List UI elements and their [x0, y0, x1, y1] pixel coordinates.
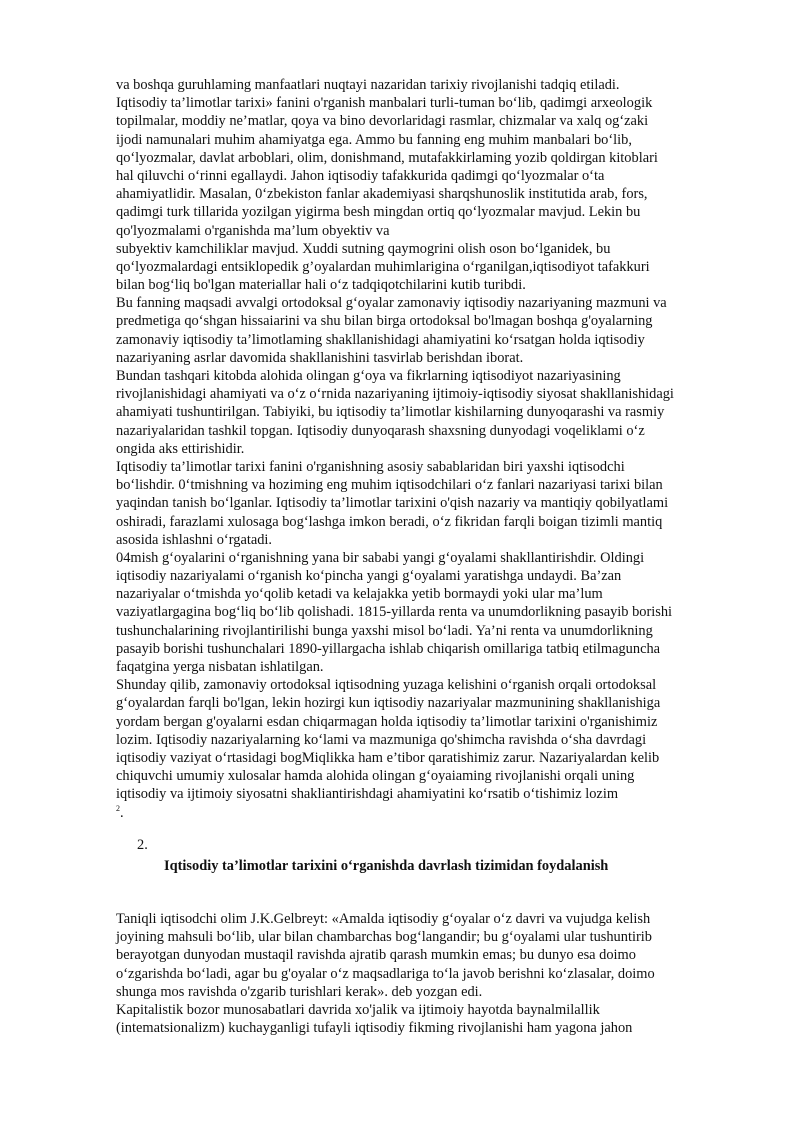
- footnote-marker[interactable]: 2: [116, 803, 120, 813]
- text-line: predmetiga qo‘shgan hissaiarini va shu bilan birga ortodoksal bo'lmagan boshqa g'oyalarning: [116, 313, 653, 330]
- text-line: Taniqli iqtisodchi olim J.K.Gelbreyt: «Amalda iqtisodiy g‘oyalar o‘z davri va vujudga kelish: [116, 911, 651, 927]
- text-line: bilan bog‘liq bo'lgan materiallar hali o‘z tadqiqotchilarini kutib turibdi.: [116, 277, 526, 294]
- text-line: Iqtisodiy ta’limotlar tarixi fanini o'rganishning asosiy sabablaridan biri yaxshi iqtisodchi: [116, 458, 625, 475]
- section-heading: Iqtisodiy ta’limotlar tarixini o‘rganishda davrlash tizimidan foydalanish: [164, 858, 609, 874]
- text-line: rivojlanishidagi ahamiyati va o‘z o‘rnida nazariyaning ijtimoiy-iqtisodiy siyosat shakllanishidagi: [116, 386, 674, 403]
- text-line: chiquvchi umumiy xulosalar hamda alohida olingan g‘oyaiaming rivojlanishi orqali uning: [116, 768, 635, 785]
- section-number: 2.: [137, 837, 148, 853]
- text-line: ahamiyatlidir. Masalan, 0‘zbekiston fanlar akademiyasi sharqshunoslik institutida arab, fors,: [116, 186, 648, 203]
- text-line: lozim. Iqtisodiy nazariyalarning ko‘lami va mazmuniga qo'shimcha ravishda o‘sha davrdagi: [116, 731, 647, 748]
- text-line: qadimgi turk tillarida yozilgan yigirma besh mingdan ortiq qo‘lyozmalar mavjud. Lekin bu: [116, 204, 641, 221]
- text-line: iqtisodiy vaziyat o‘rtasidagi bogMiqlikka ham e’tibor qaratishimiz zarur. Nazariyalardan kelib: [116, 749, 660, 766]
- body-text-2: [116, 910, 756, 1037]
- text-line: ongida aks ettirishidir.: [116, 440, 245, 457]
- text-line: nazariyaning asrlar davomida shakllanishini tasvirlab berishdan iborat.: [116, 349, 524, 366]
- text-line: o‘zgarishda bo‘ladi, agar bu g'oyalar o‘z maqsadlariga to‘la javob berishni ko‘zlasalar, doimo: [116, 965, 655, 982]
- text-line: oshiradi, farazlami xulosaga bog‘lashga imkon beradi, o‘z fikridan farqli boigan tizimli mantiq: [116, 513, 663, 530]
- text-line: (intematsionalizm) kuchayganligi tufayli iqtisodiy fikming rivojlanishi ham yagona jahon: [116, 1020, 633, 1037]
- text-line: Kapitalistik bozor munosabatlari davrida xo'jalik va ijtimoiy hayotda baynalmilallik: [116, 1001, 600, 1018]
- text-line: subyektiv kamchiliklar mavjud. Xuddi sutning qaymogrini olish oson bo‘lganidek, bu: [116, 240, 611, 257]
- text-line: tushunchalarining rivojlantirilishi bunga yaxshi misol bo‘ladi. Ya’ni renta va unumdorlikning: [116, 622, 653, 639]
- text-line: ijodi namunalari muhim ahamiyatga ega. Ammo bu fanning eng muhim manbalari bo‘lib,: [116, 131, 632, 148]
- text-line: Bu fanning maqsadi avvalgi ortodoksal g‘oyalar zamonaviy iqtisodiy nazariyaning mazmuni va: [116, 295, 667, 312]
- text-line: qo'lyozmalami o'rganishda ma’lum obyektiv va: [116, 222, 390, 239]
- text-line: g‘oyalardan farqli bo'lgan, lekin hozirgi kun iqtisodiy nazariyalar mazmunining shakllanishiga: [116, 695, 661, 712]
- text-line: 04mish g‘oyalarini o‘rganishning yana bir sababi yangi g‘oyalami shakllantirishdir. Oldingi: [116, 549, 645, 566]
- body-text: [116, 76, 756, 822]
- text-line-last: [116, 804, 756, 822]
- text-line: iqtisodiy nazariyalami o‘rganish ko‘pincha yangi g‘oyalami yaratishga undaydi. Ba’zan: [116, 568, 622, 585]
- text-line: Shunday qilib, zamonaviy ortodoksal iqtisodning yuzaga kelishini o‘rganish orqali ortodoksal: [116, 677, 657, 694]
- text-line: yaqindan tanish bo‘lganlar. Iqtisodiy ta’limotlar tarixini o'qish nazariy va mantiqiy qobilyatlami: [116, 495, 669, 512]
- text-line: pasayib borishi tushunchalari 1890-yillargacha ishlab chiqarish omillariga tatbiq etilmaguncha: [116, 640, 661, 657]
- text-line: nazariyalar o‘tmishda yo‘qolib ketadi va kelajakka yetib bormaydi yoki ular ma’lum: [116, 586, 603, 603]
- text-line: topilmalar, moddiy ne’matlar, qoya va bino devorlaridagi rasmlar, chizmalar va xalq og‘zaki: [116, 113, 649, 130]
- text-line: ahamiyati tushuntirilgan. Tabiyiki, bu iqtisodiy ta’limotlar kishilarning dunyoqarashi va rasmiy: [116, 404, 665, 421]
- text-line: Iqtisodiy ta’limotlar tarixi» fanini o'rganish manbalari turli-tuman bo‘lib, qadimgi arxeologik: [116, 95, 653, 112]
- text-line: faqatgina yerga nisbatan ishlatilgan.: [116, 659, 324, 675]
- text-line: iqtisodiy va ijtimoiy siyosatni shakliantirishdagi ahamiyatini ko‘rsatib o‘tishimiz lozim: [116, 786, 619, 803]
- text-line: bo‘lishdir. 0‘tmishning va hoziming eng muhim iqtisodchilari o‘z fanlari nazariyasi tarixi bilan: [116, 477, 663, 494]
- text-line: yordam bergan g'oyalarni esdan chiqarmagan holda iqtisodiy ta’limotlar tarixini o'rganishimiz: [116, 713, 658, 730]
- text-line: berayotgan dunyodan mustaqil ravishda ajratib qarash mumkin emas; bu dunyo esa doimo: [116, 947, 636, 964]
- text-line: qo‘lyozmalardagi entsiklopedik g’oyalardan muhimlarigina o‘rganilgan,iqtisodiyot tafakkuri: [116, 258, 650, 275]
- text-line: va boshqa guruhlaming manfaatlari nuqtayi nazaridan tarixiy rivojlanishi tadqiq etiladi.: [116, 77, 620, 93]
- text-line: vaziyatlargagina bog‘liq bo‘lib qolishadi. 1815-yillarda renta va unumdorlikning pasayib borishi: [116, 604, 673, 621]
- text-line: asosida ishlashni o‘rgatadi.: [116, 531, 273, 548]
- text-line: qo‘lyozmalar, davlat arboblari, olim, donishmand, mutafakkirlaming yozib qoldirgan kitoblari: [116, 149, 658, 166]
- sentence-end: .: [120, 804, 124, 821]
- text-line: zamonaviy iqtisodiy ta’limotlaming shakllanishidagi ahamiyatini ko‘rsatgan holda iqtisodiy: [116, 331, 645, 348]
- text-line: Bundan tashqari kitobda alohida olingan g‘oya va fikrlarning iqtisodiyot nazariyasining: [116, 368, 621, 384]
- text-line: shunga mos ravishda o'zgarib turishlari kerak». deb yozgan edi.: [116, 983, 483, 1000]
- text-line: nazariyalaridan tashkil topgan. Iqtisodiy dunyoqarash shaxsning dunyodagi voqeliklami o‘z: [116, 422, 645, 439]
- text-line: joyining mahsuli bo‘lib, ular bilan chambarchas bog‘langandir; bu g‘oyalami ular tushuntirib: [116, 929, 652, 946]
- text-line: hal qiluvchi o‘rinni egallaydi. Jahon iqtisodiy tafakkurida qadimgi qo‘lyozmalar o‘ta: [116, 167, 605, 184]
